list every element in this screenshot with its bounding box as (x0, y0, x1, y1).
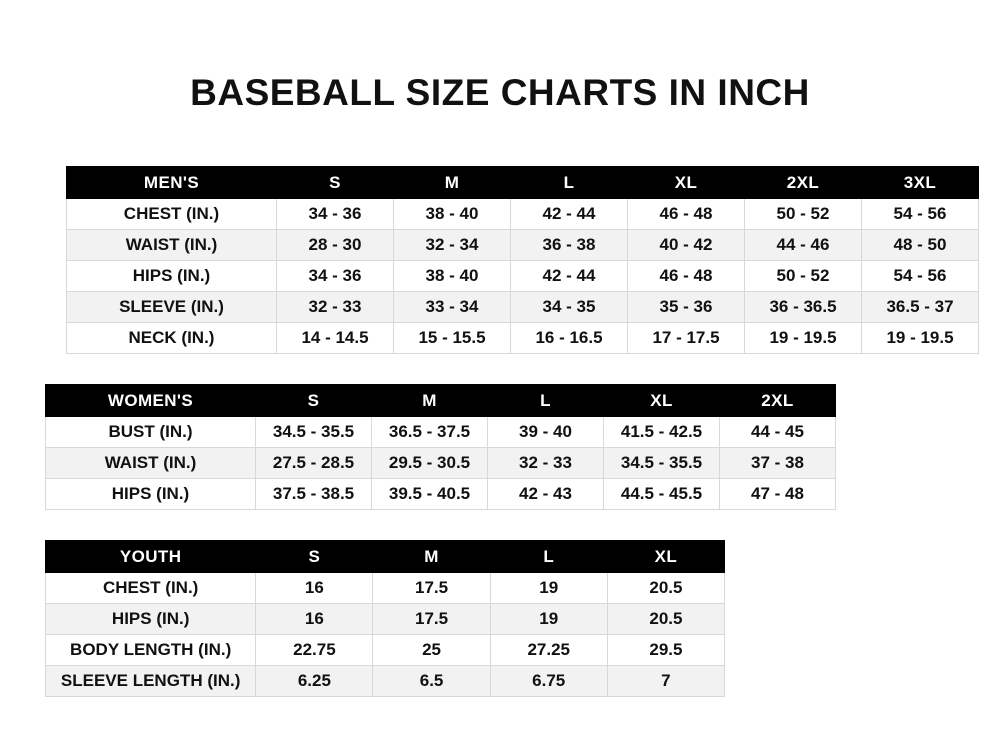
cell-value: 19 - 19.5 (862, 323, 979, 354)
cell-value: 17.5 (373, 573, 490, 604)
column-header-3xl: 3XL (862, 167, 979, 199)
cell-value: 37 - 38 (720, 448, 836, 479)
column-header-s: S (256, 541, 373, 573)
mens-table-wrapper (0, 166, 1000, 354)
cell-value: 27.25 (490, 635, 607, 666)
cell-value: 46 - 48 (628, 199, 745, 230)
column-header-m: M (394, 167, 511, 199)
column-header-s: S (256, 385, 372, 417)
cell-value: 39 - 40 (488, 417, 604, 448)
cell-value: 25 (373, 635, 490, 666)
row-label: NECK (IN.) (67, 323, 277, 354)
row-label: BODY LENGTH (IN.) (46, 635, 256, 666)
table-row (46, 479, 836, 510)
cell-value: 46 - 48 (628, 261, 745, 292)
mens-size-table (66, 166, 979, 354)
column-header-2xl: 2XL (745, 167, 862, 199)
cell-value: 34 - 35 (511, 292, 628, 323)
cell-value: 42 - 44 (511, 199, 628, 230)
cell-value: 44.5 - 45.5 (604, 479, 720, 510)
cell-value: 29.5 - 30.5 (372, 448, 488, 479)
row-label: SLEEVE LENGTH (IN.) (46, 666, 256, 697)
column-header-s: S (277, 167, 394, 199)
table-row (67, 199, 979, 230)
row-label: HIPS (IN.) (46, 479, 256, 510)
row-label: BUST (IN.) (46, 417, 256, 448)
table-header-row (46, 385, 836, 417)
cell-value: 20.5 (607, 573, 724, 604)
cell-value: 16 (256, 573, 373, 604)
cell-value: 15 - 15.5 (394, 323, 511, 354)
cell-value: 36 - 38 (511, 230, 628, 261)
cell-value: 44 - 45 (720, 417, 836, 448)
column-header-m: M (372, 385, 488, 417)
cell-value: 20.5 (607, 604, 724, 635)
cell-value: 7 (607, 666, 724, 697)
cell-value: 27.5 - 28.5 (256, 448, 372, 479)
cell-value: 48 - 50 (862, 230, 979, 261)
column-header-category: WOMEN'S (46, 385, 256, 417)
row-label: WAIST (IN.) (67, 230, 277, 261)
cell-value: 39.5 - 40.5 (372, 479, 488, 510)
column-header-category: MEN'S (67, 167, 277, 199)
section-spacer (0, 354, 1000, 384)
column-header-m: M (373, 541, 490, 573)
cell-value: 29.5 (607, 635, 724, 666)
cell-value: 42 - 44 (511, 261, 628, 292)
table-row (46, 604, 725, 635)
row-label: HIPS (IN.) (67, 261, 277, 292)
cell-value: 6.75 (490, 666, 607, 697)
cell-value: 34 - 36 (277, 199, 394, 230)
cell-value: 36.5 - 37 (862, 292, 979, 323)
column-header-category: YOUTH (46, 541, 256, 573)
table-row (46, 573, 725, 604)
table-row (67, 261, 979, 292)
youth-table-wrapper (0, 540, 1000, 697)
cell-value: 16 - 16.5 (511, 323, 628, 354)
cell-value: 14 - 14.5 (277, 323, 394, 354)
cell-value: 50 - 52 (745, 261, 862, 292)
cell-value: 33 - 34 (394, 292, 511, 323)
cell-value: 37.5 - 38.5 (256, 479, 372, 510)
cell-value: 40 - 42 (628, 230, 745, 261)
cell-value: 32 - 33 (277, 292, 394, 323)
cell-value: 34.5 - 35.5 (256, 417, 372, 448)
column-header-2xl: 2XL (720, 385, 836, 417)
cell-value: 19 - 19.5 (745, 323, 862, 354)
cell-value: 50 - 52 (745, 199, 862, 230)
womens-size-table (45, 384, 836, 510)
cell-value: 16 (256, 604, 373, 635)
cell-value: 6.25 (256, 666, 373, 697)
column-header-xl: XL (628, 167, 745, 199)
row-label: SLEEVE (IN.) (67, 292, 277, 323)
row-label: WAIST (IN.) (46, 448, 256, 479)
row-label: CHEST (IN.) (46, 573, 256, 604)
cell-value: 6.5 (373, 666, 490, 697)
section-spacer (0, 510, 1000, 540)
cell-value: 38 - 40 (394, 199, 511, 230)
cell-value: 47 - 48 (720, 479, 836, 510)
table-row (46, 666, 725, 697)
cell-value: 22.75 (256, 635, 373, 666)
column-header-xl: XL (604, 385, 720, 417)
cell-value: 32 - 33 (488, 448, 604, 479)
column-header-l: L (511, 167, 628, 199)
cell-value: 41.5 - 42.5 (604, 417, 720, 448)
row-label: CHEST (IN.) (67, 199, 277, 230)
cell-value: 54 - 56 (862, 261, 979, 292)
tables-container (0, 114, 1000, 697)
cell-value: 28 - 30 (277, 230, 394, 261)
column-header-xl: XL (607, 541, 724, 573)
table-row (67, 323, 979, 354)
cell-value: 36.5 - 37.5 (372, 417, 488, 448)
cell-value: 19 (490, 604, 607, 635)
table-row (46, 417, 836, 448)
womens-table-wrapper (0, 384, 1000, 510)
cell-value: 35 - 36 (628, 292, 745, 323)
column-header-l: L (488, 385, 604, 417)
cell-value: 17 - 17.5 (628, 323, 745, 354)
page-title: BASEBALL SIZE CHARTS IN INCH (190, 72, 810, 113)
cell-value: 38 - 40 (394, 261, 511, 292)
youth-size-table (45, 540, 725, 697)
cell-value: 36 - 36.5 (745, 292, 862, 323)
table-row (46, 635, 725, 666)
cell-value: 32 - 34 (394, 230, 511, 261)
cell-value: 42 - 43 (488, 479, 604, 510)
row-label: HIPS (IN.) (46, 604, 256, 635)
cell-value: 44 - 46 (745, 230, 862, 261)
cell-value: 54 - 56 (862, 199, 979, 230)
cell-value: 34 - 36 (277, 261, 394, 292)
cell-value: 34.5 - 35.5 (604, 448, 720, 479)
table-row (67, 230, 979, 261)
table-header-row (46, 541, 725, 573)
table-header-row (67, 167, 979, 199)
column-header-l: L (490, 541, 607, 573)
table-row (46, 448, 836, 479)
table-row (67, 292, 979, 323)
cell-value: 19 (490, 573, 607, 604)
cell-value: 17.5 (373, 604, 490, 635)
